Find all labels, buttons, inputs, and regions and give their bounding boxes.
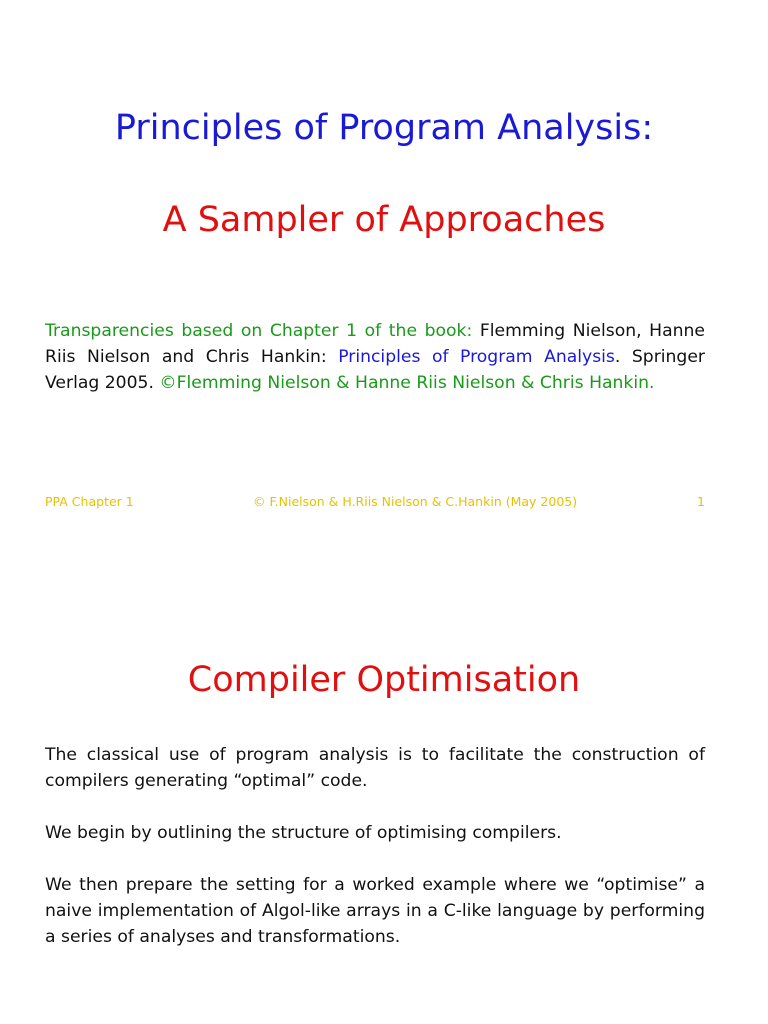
book-title: Principles of Program Analysis xyxy=(338,347,615,367)
intro-source-note: Transparencies based on Chapter 1 of the book: xyxy=(45,321,473,341)
slide-title: Principles of Program Analysis: xyxy=(114,108,654,148)
body-paragraph: We then prepare the setting for a worked example where we “optimise” a naive implementation of Algol-like arrays in a C-like language by performing a series of analyses and transformations. xyxy=(45,875,705,947)
footer-chapter: PPA Chapter 1 xyxy=(45,494,134,509)
slide-subtitle: A Sampler of Approaches xyxy=(162,200,606,240)
intro-publisher: . Springer Verlag 2005. xyxy=(45,347,705,393)
intro-authors: Flemming Nielson, Hanne Riis Nielson and Chris Hankin: xyxy=(45,321,705,367)
intro-copyright: ©Flemming Nielson & Hanne Riis Nielson & Chris Hankin. xyxy=(159,373,655,393)
body-paragraph: We begin by outlining the structure of optimising compilers. xyxy=(45,823,562,843)
slide-footer xyxy=(45,494,705,512)
footer-page-number: 1 xyxy=(697,494,705,509)
slide-title: Compiler Optimisation xyxy=(187,660,581,700)
footer-copyright: © F.Nielson & H.Riis Nielson & C.Hankin (May 2005) xyxy=(253,494,578,509)
body-paragraph: The classical use of program analysis is to facilitate the construction of compilers generating “optimal” code. xyxy=(45,745,705,791)
intro-paragraph xyxy=(45,318,705,396)
slide-2 xyxy=(0,540,768,1024)
